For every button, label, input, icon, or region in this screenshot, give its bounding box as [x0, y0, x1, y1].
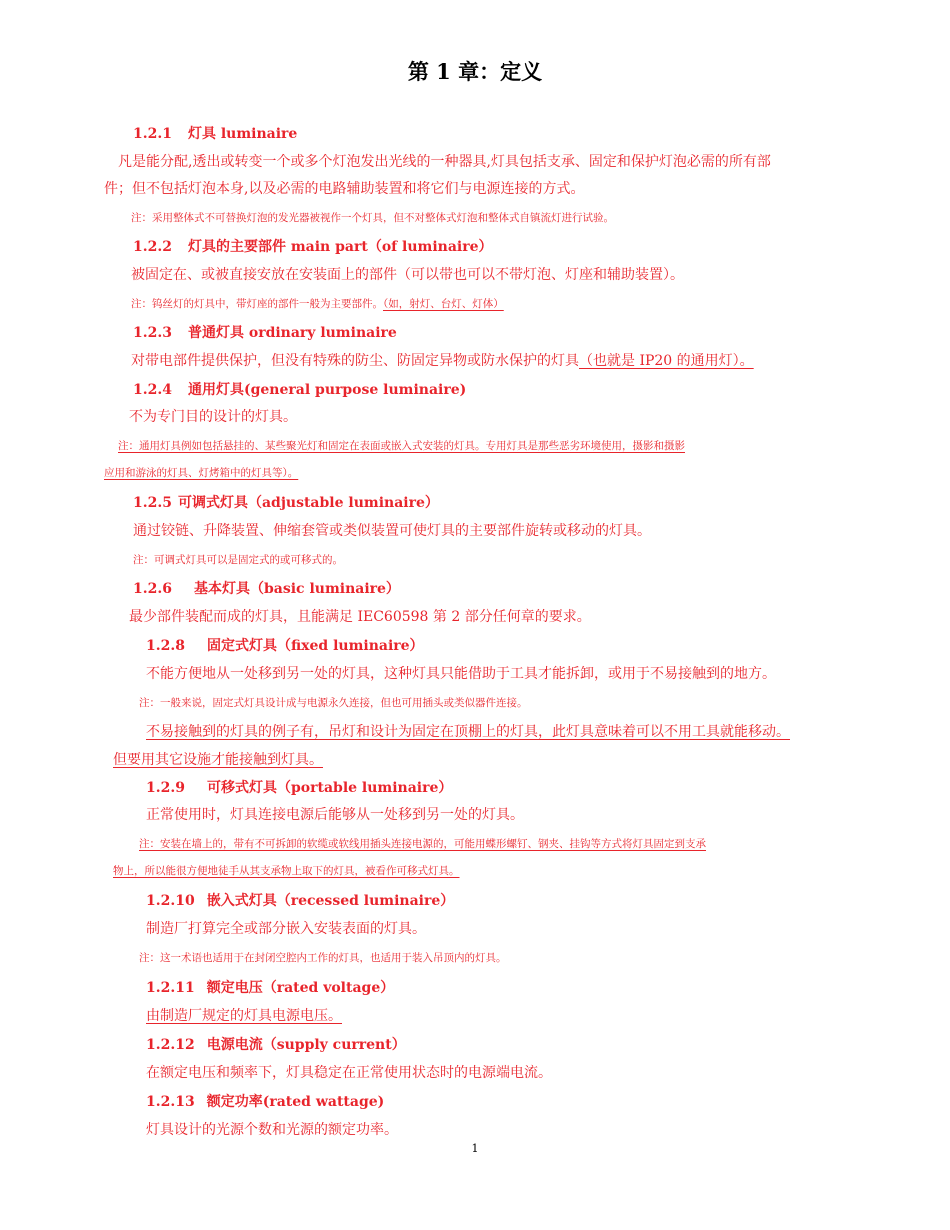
section-body: 制造厂打算完全或部分嵌入安装表面的灯具。 [146, 921, 426, 937]
section-number: 1.2.1 [133, 126, 172, 142]
section-title: 基本灯具（basic luminaire） [193, 581, 400, 597]
section-title: 灯具的主要部件 main part（of luminaire） [187, 239, 493, 255]
section-body: 正常使用时，灯具连接电源后能够从一处移到另一处的灯具。 [146, 807, 524, 823]
section-note: 注：一般来说，固定式灯具设计成与电源永久连接，但也可用插头或类似器件连接。 [139, 697, 528, 709]
underlined-text: （如，射灯、台灯、灯体） [383, 298, 504, 310]
section-number: 1.2.3 [133, 325, 172, 341]
section-extra: 但要用其它设施才能接触到灯具。 [113, 752, 323, 768]
section-note: 注：可调式灯具可以是固定式的或可移式的。 [133, 554, 343, 566]
section-title: 固定式灯具（fixed luminaire） [206, 638, 424, 654]
section-body: 对带电部件提供保护，但没有特殊的防尘、防固定异物或防水保护的灯具（也就是 IP20 的通用灯）。 [131, 353, 754, 369]
section-body: 不为专门目的设计的灯具。 [129, 409, 297, 425]
section-heading-1-2-4 [133, 383, 466, 397]
section-note: 物上，所以能很方便地徒手从其支承物上取下的灯具，被看作可移式灯具。 [113, 865, 460, 877]
section-title: 电源电流（supply current） [206, 1037, 406, 1053]
section-body: 由制造厂规定的灯具电源电压。 [146, 1008, 342, 1024]
section-title: 通用灯具(general purpose luminaire) [187, 382, 467, 398]
section-number: 1.2.6 [133, 581, 172, 597]
section-number: 1.2.5 [133, 495, 172, 511]
section-title: 灯具 luminaire [187, 126, 298, 142]
section-title: 额定功率(rated wattage) [206, 1094, 385, 1110]
section-number: 1.2.11 [146, 980, 195, 996]
section-body: 最少部件装配而成的灯具，且能满足 IEC60598 第 2 部分任何章的要求。 [129, 609, 591, 625]
section-heading-1-2-11 [146, 981, 394, 995]
section-number: 1.2.4 [133, 382, 172, 398]
page-number: 1 [471, 1142, 479, 1155]
section-number: 1.2.8 [146, 638, 185, 654]
underlined-text: （也就是 IP20 的通用灯）。 [579, 353, 754, 369]
section-title: 可移式灯具（portable luminaire） [206, 780, 453, 796]
section-title: 额定电压（rated voltage） [206, 980, 395, 996]
section-title: 可调式灯具（adjustable luminaire） [177, 495, 439, 511]
section-note: 注：通用灯具例如包括悬挂的、某些聚光灯和固定在表面或嵌入式安装的灯具。专用灯具是那些恶劣环境使用，摄影和摄影 [118, 440, 685, 452]
section-note: 注：钨丝灯的灯具中，带灯座的部件一般为主要部件。（如，射灯、台灯、灯体） [131, 298, 504, 310]
section-body: 不能方便地从一处移到另一处的灯具，这种灯具只能借助于工具才能拆卸，或用于不易接触到的地方。 [146, 666, 776, 682]
page-title: 第 1 章：定义 [407, 59, 543, 84]
section-number: 1.2.12 [146, 1037, 195, 1053]
section-heading-1-2-12 [146, 1038, 406, 1052]
section-heading-1-2-8 [146, 639, 424, 653]
section-heading-1-2-5 [133, 496, 439, 510]
section-body: 通过铰链、升降装置、伸缩套管或类似装置可使灯具的主要部件旋转或移动的灯具。 [133, 523, 651, 539]
section-number: 1.2.9 [146, 780, 185, 796]
section-number: 1.2.2 [133, 239, 172, 255]
section-body: 被固定在、或被直接安放在安装面上的部件（可以带也可以不带灯泡、灯座和辅助装置）。 [131, 267, 684, 283]
section-number: 1.2.13 [146, 1094, 195, 1110]
section-body: 件；但不包括灯泡本身,以及必需的电路辅助装置和将它们与电源连接的方式。 [104, 181, 585, 197]
section-note: 注：采用整体式不可替换灯泡的发光器被视作一个灯具，但不对整体式灯泡和整体式自镇流灯进行试验。 [131, 212, 614, 224]
section-note: 注：这一术语也适用于在封闭空腔内工作的灯具，也适用于装入吊顶内的灯具。 [139, 952, 507, 964]
section-note: 应用和游泳的灯具、灯烤箱中的灯具等）。 [104, 467, 299, 479]
section-note: 注：安装在墙上的，带有不可拆卸的软缆或软线用插头连接电源的，可能用蝶形螺钉、钢夹、挂钩等方式将灯具固定到支承 [139, 838, 706, 850]
section-body: 在额定电压和频率下，灯具稳定在正常使用状态时的电源端电流。 [146, 1065, 552, 1081]
section-title: 嵌入式灯具（recessed luminaire） [206, 893, 455, 909]
section-body: 灯具设计的光源个数和光源的额定功率。 [146, 1122, 398, 1138]
section-extra: 不易接触到的灯具的例子有，吊灯和设计为固定在顶棚上的灯具，此灯具意味着可以不用工具就能移动。 [146, 724, 790, 740]
section-heading-1-2-13 [146, 1095, 384, 1109]
section-title: 普通灯具 ordinary luminaire [187, 325, 397, 341]
section-heading-1-2-1 [133, 127, 297, 141]
section-heading-1-2-2 [133, 240, 493, 254]
section-heading-1-2-9 [146, 781, 452, 795]
section-heading-1-2-6 [133, 582, 400, 596]
section-body: 凡是能分配,透出或转变一个或多个灯泡发出光线的一种器具,灯具包括支承、固定和保护灯泡必需的所有部 [118, 154, 771, 170]
section-heading-1-2-10 [146, 894, 454, 908]
section-heading-1-2-3 [133, 326, 397, 340]
section-number: 1.2.10 [146, 893, 195, 909]
